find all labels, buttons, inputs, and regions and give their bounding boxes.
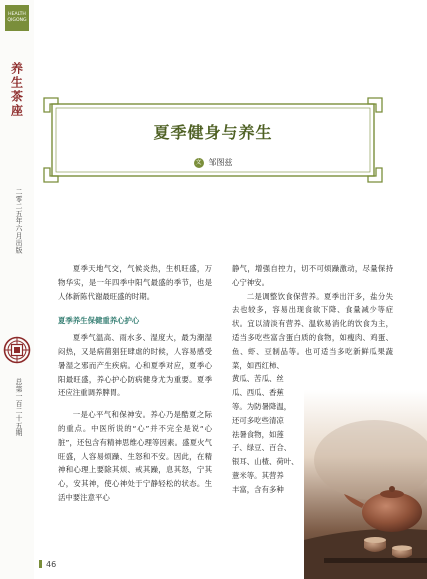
wrapped-line: 黄瓜、苦瓜、丝 <box>232 374 284 384</box>
logo-text-line1: HEALTH <box>8 12 26 17</box>
page-number-text: 46 <box>46 560 57 569</box>
issue-number: 总第一百二十五期 <box>14 378 22 437</box>
author-name: 邹图兹 <box>208 158 233 167</box>
wrapped-line: 银耳、山楂、荷叶、 <box>232 457 299 467</box>
wrapped-line: 等。为防暑降温， <box>232 401 292 411</box>
publication-date: 二零二五年六月出版 <box>14 188 22 254</box>
paragraph: 夏季气温高、雨水多、湿度大，最为潮湿闷热，又是病菌猖狂肆虐的时候，人容易感受暑湿之邪而产生疾病。心和夏季对应，夏季心阳最旺盛，养心护心防病健身尤为重要。夏季还应注重调养脾胃。 <box>58 333 212 398</box>
paragraph: 一是心平气和保神安。养心乃是酷夏之际的重点。中医所说的“心”并不完全是说“心脏”，还包含有精神思维心理等因素。盛夏火气旺盛，人容易烦躁、生怒和不安。因此，在精神和心理上要除其烦、戒其躁，息其怒，宁其心，安其神，使心神处于宁静轻松的状态。生活中要注意平心 <box>58 410 212 502</box>
author-line <box>42 157 384 168</box>
author-badge: 文 <box>195 158 202 166</box>
wrapped-line: 薏米等。其营养 <box>232 470 284 480</box>
teapot-photo <box>304 390 427 579</box>
paragraph: 夏季天地气交，气候炎热，生机旺盛，万物华实，是一年四季中阳气最盛的季节，也是人体新陈代谢最旺盛的时期。 <box>58 264 212 301</box>
chinese-knot-ornament-icon <box>3 336 31 364</box>
page-number-marker <box>39 560 42 568</box>
page-number <box>39 560 56 569</box>
section-heading: 夏季养生保健重养心护心 <box>58 316 140 326</box>
wrapped-line: 子、绿豆、百合、 <box>232 443 292 453</box>
wrapped-line: 祛暑食物，如莲 <box>232 429 284 439</box>
magazine-logo <box>5 5 29 31</box>
body-column-left <box>58 262 212 505</box>
logo-text-line2: QIGONG <box>7 18 27 23</box>
wrapped-line: 瓜、西瓜、香蕉 <box>232 388 284 398</box>
column-title: 养生茶座 <box>9 62 24 118</box>
sidebar <box>0 0 34 579</box>
paragraph: 静气，增强自控力，切不可烦躁激动，尽量保持心宁神安。 <box>232 264 393 287</box>
article-title: 夏季健身与养生 <box>153 123 273 142</box>
paragraph: 二是调整饮食保营养。夏季出汗多，盐分失去也较多，容易出现食欲下降、食量减少等症状。宜以清淡有营养、温软易消化的饮食为主，适当多吃些富含蛋白质的食物，如瘦肉、鸡蛋、鱼、虾、豆制品等。也可适当多吃新鲜瓜果蔬菜，如西红柿、 <box>232 291 393 370</box>
wrapped-line: 还可多吃些清凉 <box>232 415 284 425</box>
wrapped-line: 丰富，含有多种 <box>232 484 284 494</box>
